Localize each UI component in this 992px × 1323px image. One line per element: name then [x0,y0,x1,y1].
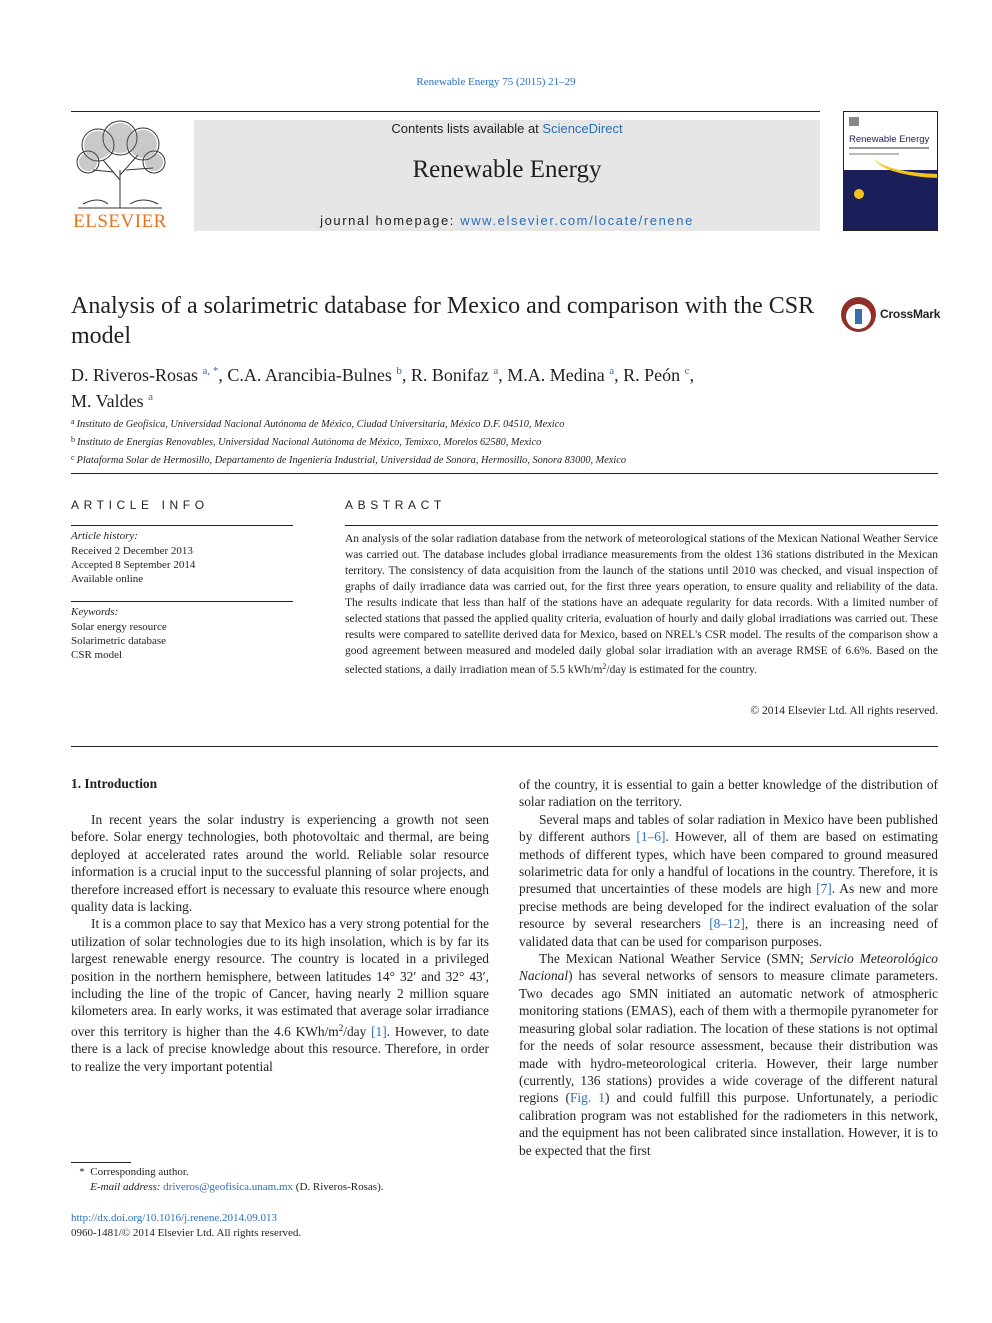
crossmark-label: CrossMark [880,307,941,321]
article-info-heading: ARTICLE INFO [71,498,209,512]
affiliation: $^b$ Instituto de Energías Renovables, Universidad Nacional Autónoma de México, Temixco, Morelos 62580, Mexico [71,435,542,448]
paragraph: In recent years the solar industry is experiencing a growth not seen before. Solar energy technologies, both photovoltaic and thermal, are being deployed at accelerated rates around the world. Reliable solar resource information is a crucial input to the successful planning of solar projects, and therefore increased effort is necessary to evaluate this resource where enough quality data is lacking. [71,812,489,915]
online-date: Available online [71,573,144,585]
reference-link[interactable]: [8–12] [709,916,745,932]
affiliation: $^a$ Instituto de Geofísica, Universidad Nacional Autónoma de México, Ciudad Universitaria, México D.F. 04510, Mexico [71,417,565,430]
received-date: Received 2 December 2013 [71,545,193,557]
journal-name: Renewable Energy [412,156,602,183]
doi-link[interactable]: http://dx.doi.org/10.1016/j.renene.2014.09.013 [71,1212,278,1224]
affiliation: $^c$ Plataforma Solar de Hermosillo, Departamento de Ingeniería Industrial, Universidad de Sonora, Hermosillo, Sonora 83000, Mexico [71,453,626,466]
keywords-rule [71,601,293,602]
abstract-text: An analysis of the solar radiation database from the network of meteorological stations of the Mexican National Weather Service was carried out. The database includes global irradiance measurements from the oldest 136 stations distributed in the Mexican territory. The consistency of data acquisition from the launch of the stations until 2010 was checked, and visual inspection of graphs of daily irradiance data was carried out, for the first three years operation, to ensure quality and reliability of the data. The results indicate that less than half of the stations have an adequate regularity for data records. With a limited number of selected stations that passed the applied quality criteria, evaluation of hourly and daily global irradiations was carried out. These results were compared to satellite derived data for Mexico, based on NREL's CSR model. The results of the comparison show a good agreement between measured and modeled daily global solar irradiation with an average RMSE of 6.6%. Based on the selected stations, a daily irradiation mean of 5.5 kWh/$m^2$/day is estimated for the country. [345,533,938,676]
homepage-link[interactable]: www.elsevier.com/locate/renene [460,213,694,228]
abstract-heading: ABSTRACT [345,498,446,512]
author[interactable]: C.A. Arancibia-Bulnes $^b$, [227,365,411,385]
tree-icon [68,120,172,212]
figure-link[interactable]: Fig. 1 [569,1090,605,1106]
author[interactable]: M.A. Medina $^a$, [507,365,624,385]
article-info-rule [71,525,293,526]
abstract-copyright: © 2014 Elsevier Ltd. All rights reserved. [750,705,938,717]
footnote-rule [71,1162,131,1163]
article-title: Analysis of a solarimetric database for Mexico and comparison with the CSR model [71,293,815,349]
journal-banner [194,120,820,231]
keywords-label: Keywords: [71,606,119,618]
body-left-column [71,811,489,1075]
author[interactable]: M. Valdes $^a$ [71,391,154,411]
journal-cover[interactable] [843,111,938,231]
cover-band [844,170,938,231]
homepage-line: journal homepage: www.elsevier.com/locate/renene [320,213,694,228]
section-rule [71,473,938,474]
affiliations [71,414,931,468]
body-right-column [519,776,938,1159]
keyword: Solar energy resource [71,621,167,633]
author[interactable]: R. Peón $^c$, [623,365,695,385]
corresponding-author-note: * Corresponding author. [79,1166,189,1178]
author-list [71,360,831,412]
journal-citation[interactable]: Renewable Energy 75 (2015) 21–29 [416,76,576,88]
paragraph: Several maps and tables of solar radiation in Mexico have been published by different authors [1–6]. However, all of them are based on estimating methods of different types, which have been compared to ground measured solarimetric data for only a handful of locations in the country. Therefore, it is presumed that uncertainties of these models are high [7]. As new and more precise methods are being developed for the indirect evaluation of the solar resource by several researchers [8–12], there is an increasing need of validated data that can be used for comparison purposes. [519,811,938,949]
issn-line: 0960-1481/© 2014 Elsevier Ltd. All rights reserved. [71,1227,302,1239]
accepted-date: Accepted 8 September 2014 [71,559,196,571]
crossmark-icon [841,297,876,332]
author[interactable]: D. Riveros-Rosas $^{a, *}$, [71,365,228,385]
sun-icon [854,189,864,199]
reference-link[interactable]: [7] [816,881,832,897]
author[interactable]: R. Bonifaz $^a$, [410,365,508,385]
paragraph: The Mexican National Weather Service (SMN; Servicio Meteorológico Nacional) has several networks of sensors to measure climate parameters. Two decades ago SMN initiated an automatic network of atmospheric monitoring stations (EMAS), each of them with a thermopile pyranometer for measuring global solar radiation. The location of these stations is not optimal for the needs of solar resource assessment, because their distribution was made with hydro-meteorological criteria. However, their large number (currently, 136 stations) provides a wide coverage of the different natural regions (Fig. 1) and could fulfill this purpose. Unfortunately, a periodic calibration program was not established for the radiometers in this network, and the equipment has not been calibrated since installation. However, it is to be expected that the first [519,951,938,1158]
section-rule [71,746,938,747]
header-rule [71,111,820,112]
keyword: Solarimetric database [71,635,166,647]
elsevier-wordmark: ELSEVIER [73,211,167,232]
reference-link[interactable]: [1–6] [636,829,666,845]
cover-publisher-icon [849,117,859,126]
paragraph: It is a common place to say that Mexico has a very strong potential for the utilization of solar technologies due to its high insolation, which is by far its largest renewable energy resource. The country is located in a privileged position in the northern hemisphere, between latitudes 14° 32′ and 32° 43′, including the line of the tropic of Cancer, having nearly 2 million square kilometers area. In early works, it was estimated that average solar irradiance over this territory is higher than the 4.6 KWh/$m^2$/day [1]. However, to date there is a lack of precise knowledge about this resource. Therefore, in order to realize the very important potential [71,916,489,1074]
paragraph: of the country, it is essential to gain a better knowledge of the distribution of solar radiation on the territory. [519,777,938,810]
email-link[interactable]: driveros@geofisica.unam.mx [163,1181,294,1193]
crossmark-badge[interactable] [841,295,941,335]
history-label: Article history: [71,530,138,542]
reference-link[interactable]: [1] [371,1023,387,1039]
sciencedirect-link[interactable]: ScienceDirect [542,121,623,136]
elsevier-logo[interactable] [68,120,172,233]
abstract-rule [345,525,938,526]
section-heading-introduction: 1. Introduction [71,776,158,791]
cover-title: Renewable Energy [849,134,930,145]
email-note: E-mail address: driveros@geofisica.unam.mx (D. Riveros-Rosas). [90,1181,384,1193]
contents-line: Contents lists available at ScienceDirect [391,121,623,136]
keyword: CSR model [71,649,123,661]
